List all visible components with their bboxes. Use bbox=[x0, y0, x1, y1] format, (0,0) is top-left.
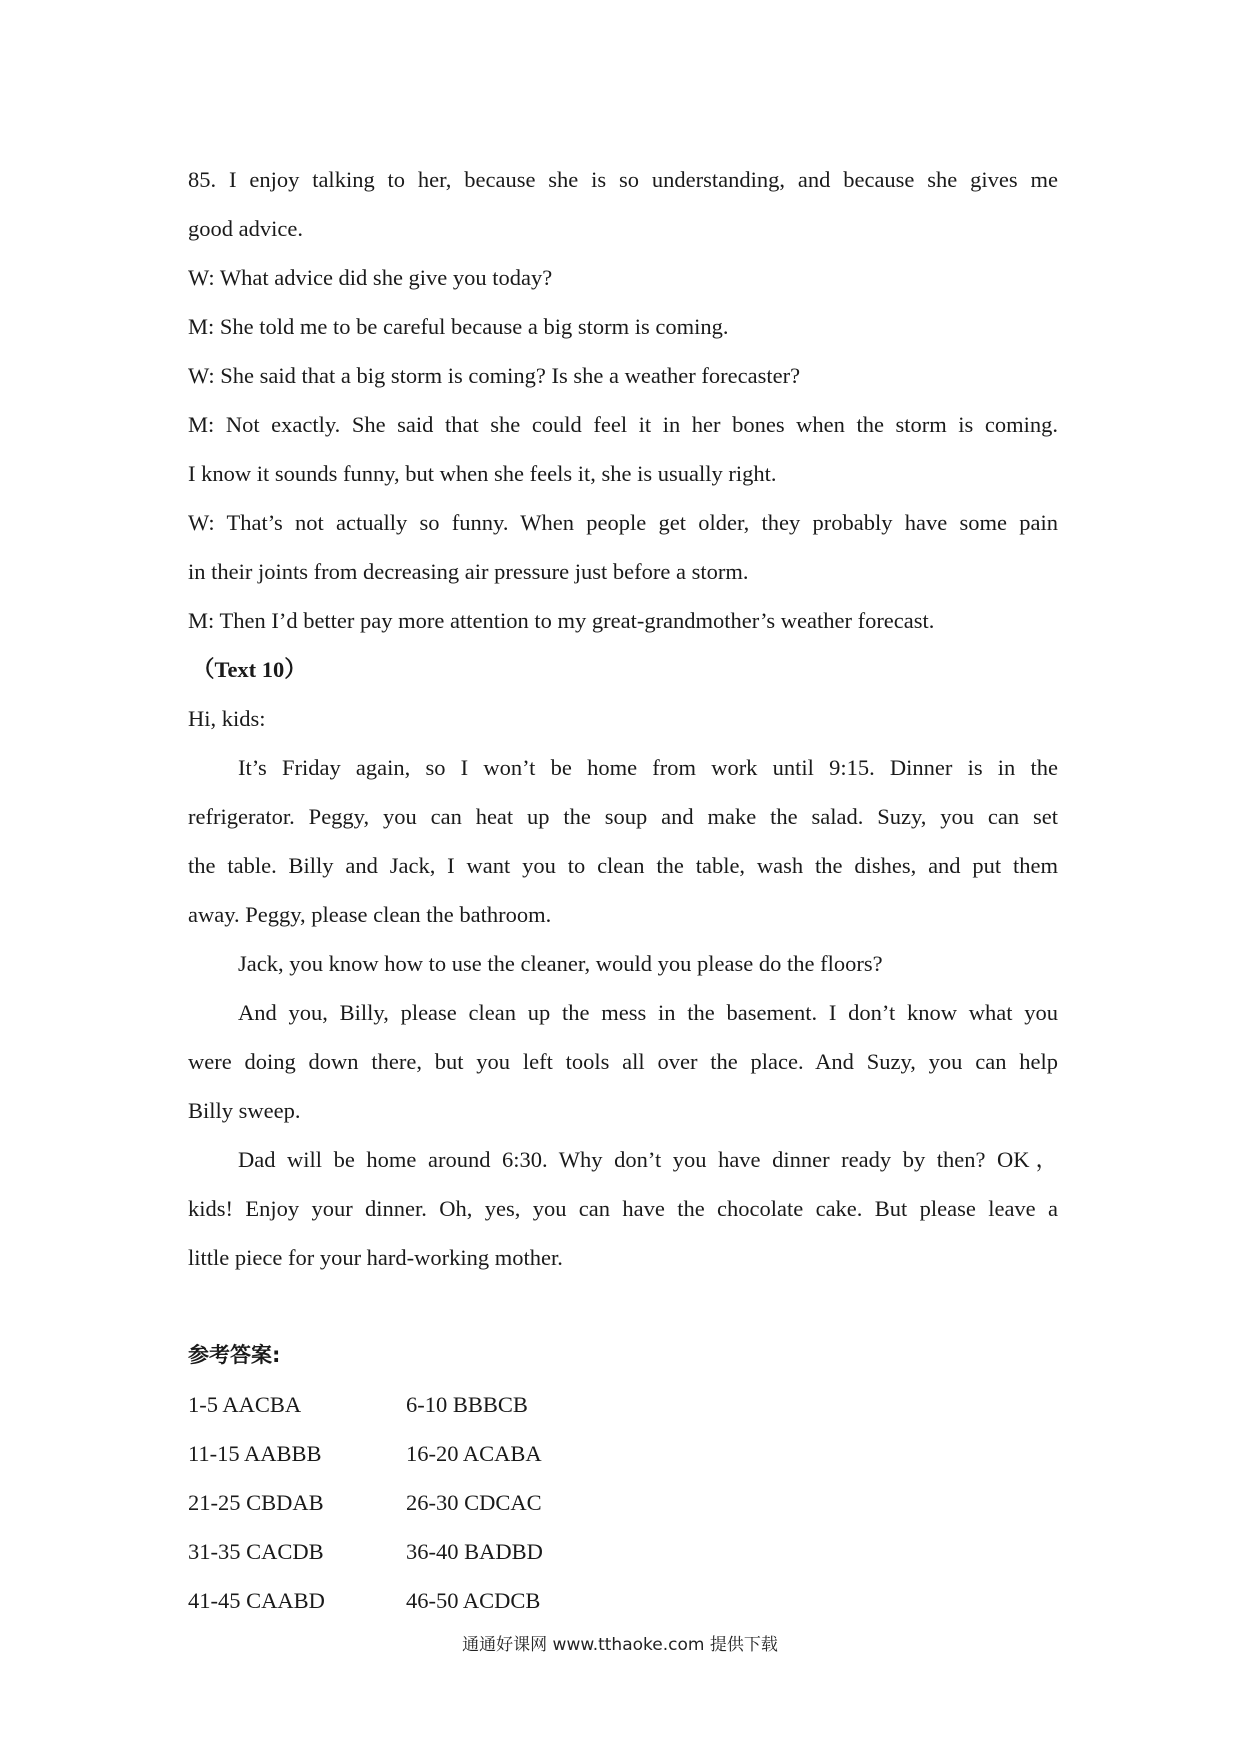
answer-row bbox=[188, 1429, 1058, 1478]
answer-cell: 41-45 CAABD bbox=[188, 1588, 325, 1613]
answers-title: 参考答案: bbox=[188, 1343, 281, 1367]
letter-greeting: Hi, kids: bbox=[188, 706, 266, 731]
answer-cell: 11-15 AABBB bbox=[188, 1441, 322, 1466]
answer-cell: 46-50 ACDCB bbox=[406, 1588, 541, 1613]
paragraph-line: refrigerator. Peggy, you can heat up the soup and make the salad. Suzy, you can set bbox=[188, 804, 1058, 829]
dialogue-line: in their joints from decreasing air pressure just before a storm. bbox=[188, 559, 749, 584]
dialogue-line: M: She told me to be careful because a big storm is coming. bbox=[188, 314, 729, 339]
paragraph-line: good advice. bbox=[188, 216, 303, 241]
answer-cell: 21-25 CBDAB bbox=[188, 1490, 324, 1515]
page-footer: 通通好课网 www.tthaoke.com 提供下载 bbox=[462, 1635, 778, 1655]
dialogue-line: M: Not exactly. She said that she could feel it in her bones when the storm is coming. bbox=[188, 412, 1058, 437]
answer-cell: 26-30 CDCAC bbox=[406, 1490, 542, 1515]
answer-row bbox=[188, 1380, 1058, 1429]
answer-cell: 1-5 AACBA bbox=[188, 1392, 302, 1417]
paragraph-line: Dad will be home around 6:30. Why don’t you have dinner ready by then? OK， bbox=[238, 1147, 1058, 1172]
paragraph-line: Billy sweep. bbox=[188, 1098, 301, 1123]
answer-row bbox=[188, 1478, 1058, 1527]
dialogue-line: M: Then I’d better pay more attention to my great-grandmother’s weather forecast. bbox=[188, 608, 935, 633]
dialogue-line: W: She said that a big storm is coming? Is she a weather forecaster? bbox=[188, 363, 801, 388]
document-page bbox=[188, 155, 1058, 1625]
paragraph-line: It’s Friday again, so I won’t be home from work until 9:15. Dinner is in the bbox=[238, 755, 1058, 780]
paragraph-line: were doing down there, but you left tools all over the place. And Suzy, you can help bbox=[188, 1049, 1058, 1074]
dialogue-line: W: What advice did she give you today? bbox=[188, 265, 553, 290]
answer-row bbox=[188, 1576, 1058, 1625]
answer-cell: 36-40 BADBD bbox=[406, 1539, 543, 1564]
paragraph-line: kids! Enjoy your dinner. Oh, yes, you can have the chocolate cake. But please leave a bbox=[188, 1196, 1058, 1221]
paragraph-line: Jack, you know how to use the cleaner, would you please do the floors? bbox=[238, 951, 883, 976]
answer-cell: 16-20 ACABA bbox=[406, 1441, 542, 1466]
paragraph-line: the table. Billy and Jack, I want you to clean the table, wash the dishes, and put them bbox=[188, 853, 1058, 878]
dialogue-line: I know it sounds funny, but when she feels it, she is usually right. bbox=[188, 461, 777, 486]
dialogue-line: W: That’s not actually so funny. When people get older, they probably have some pain bbox=[188, 510, 1058, 535]
answer-cell: 31-35 CACDB bbox=[188, 1539, 324, 1564]
paragraph-line: little piece for your hard-working mother. bbox=[188, 1245, 563, 1270]
section-title: （Text 10） bbox=[192, 657, 307, 682]
paragraph-line: And you, Billy, please clean up the mess in the basement. I don’t know what you bbox=[238, 1000, 1058, 1025]
answer-row bbox=[188, 1527, 1058, 1576]
paragraph-line: away. Peggy, please clean the bathroom. bbox=[188, 902, 552, 927]
paragraph-line: 85. I enjoy talking to her, because she is so understanding, and because she gives me bbox=[188, 167, 1058, 192]
answer-cell: 6-10 BBBCB bbox=[406, 1392, 528, 1417]
